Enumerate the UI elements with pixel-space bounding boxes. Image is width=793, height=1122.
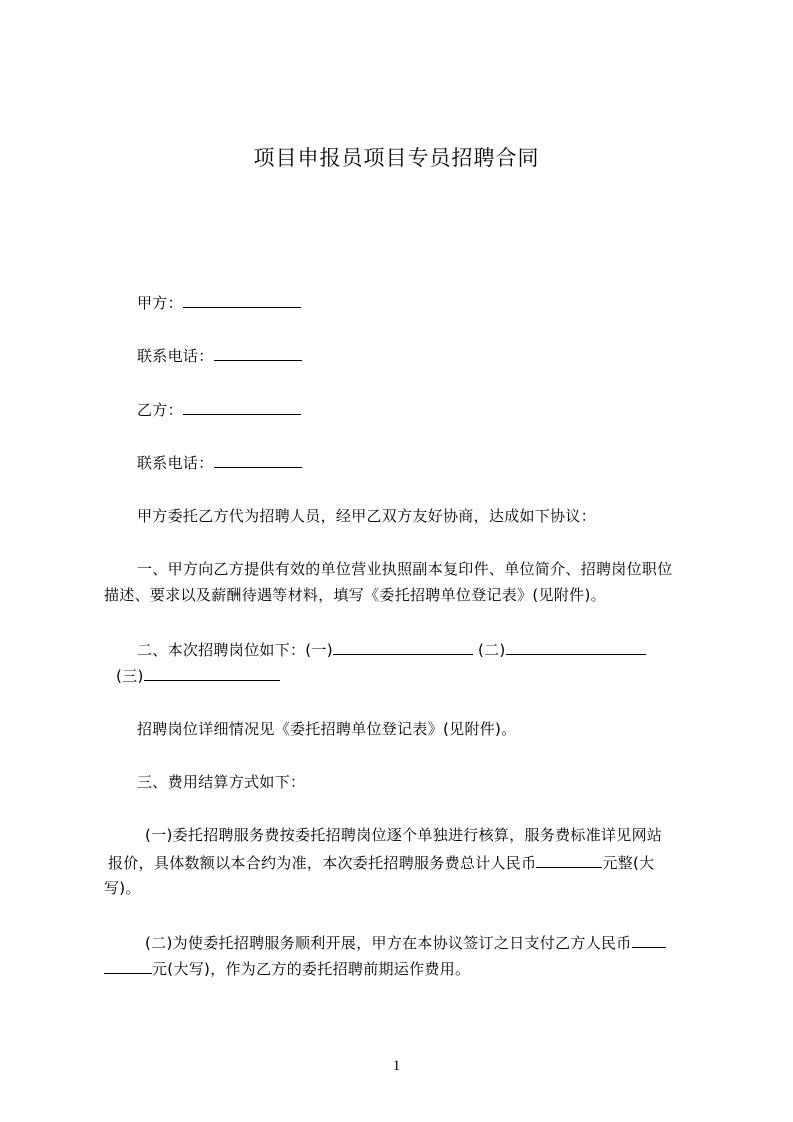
clause3-1-line2-suffix: 元整(大 xyxy=(602,854,655,872)
party-a-label: 甲方： xyxy=(137,294,183,312)
party-b-label: 乙方： xyxy=(137,401,183,419)
clause2-line1 xyxy=(137,639,646,660)
clause3-1-line1: (一)委托招聘服务费按委托招聘岗位逐个单独进行核算，服务费标准详见网站 xyxy=(145,826,663,844)
position-3-blank[interactable] xyxy=(144,665,280,681)
party-b-phone-blank[interactable] xyxy=(214,452,302,468)
clause2-prefix: 二、本次招聘岗位如下：(一) xyxy=(137,641,333,659)
party-b-blank[interactable] xyxy=(183,399,301,415)
clause2-second: (二) xyxy=(477,641,506,659)
position-1-blank[interactable] xyxy=(333,639,473,655)
clause2-detail: 招聘岗位详细情况见《委托招聘单位登记表》(见附件)。 xyxy=(137,720,517,738)
clause3-heading: 三、费用结算方式如下： xyxy=(137,773,306,791)
party-b-phone-line xyxy=(137,452,302,473)
party-a-line xyxy=(137,292,301,313)
party-a-blank[interactable] xyxy=(183,292,301,308)
clause1-line1: 一、甲方向乙方提供有效的单位营业执照副本复印件、单位简介、招聘岗位职位 xyxy=(137,560,673,578)
party-a-phone-label: 联系电话： xyxy=(137,347,214,365)
party-b-line xyxy=(137,399,301,420)
position-2-blank[interactable] xyxy=(506,639,646,655)
clause2-line2 xyxy=(116,665,280,686)
advance-fee-blank-part1[interactable] xyxy=(632,932,666,948)
clause3-2-line2-suffix: 元(大写)，作为乙方的委托招聘前期运作费用。 xyxy=(152,960,471,978)
party-a-phone-blank[interactable] xyxy=(214,345,302,361)
page-number: 1 xyxy=(392,1058,401,1074)
clause3-2-line1-text: (二)为使委托招聘服务顺利开展，甲方在本协议签订之日支付乙方人民币 xyxy=(145,934,632,952)
service-fee-blank[interactable] xyxy=(536,852,602,868)
document-title: 项目申报员项目专员招聘合同 xyxy=(253,146,540,170)
party-a-phone-line xyxy=(137,345,302,366)
clause3-2-line2 xyxy=(104,958,470,979)
clause3-2-line1 xyxy=(145,932,666,953)
intro-paragraph: 甲方委托乙方代为招聘人员，经甲乙双方友好协商，达成如下协议： xyxy=(137,507,597,525)
advance-fee-blank-part2[interactable] xyxy=(104,958,152,974)
clause1-line2: 描述、要求以及薪酬待遇等材料，填写《委托招聘单位登记表》(见附件)。 xyxy=(104,586,606,604)
clause3-1-line2-prefix: 报价，具体数额以本合约为准，本次委托招聘服务费总计人民币 xyxy=(108,854,537,872)
party-b-phone-label: 联系电话： xyxy=(137,454,214,472)
clause2-third: (三) xyxy=(116,667,144,685)
clause3-1-line3: 写)。 xyxy=(104,879,141,897)
clause3-1-line2 xyxy=(108,852,654,873)
